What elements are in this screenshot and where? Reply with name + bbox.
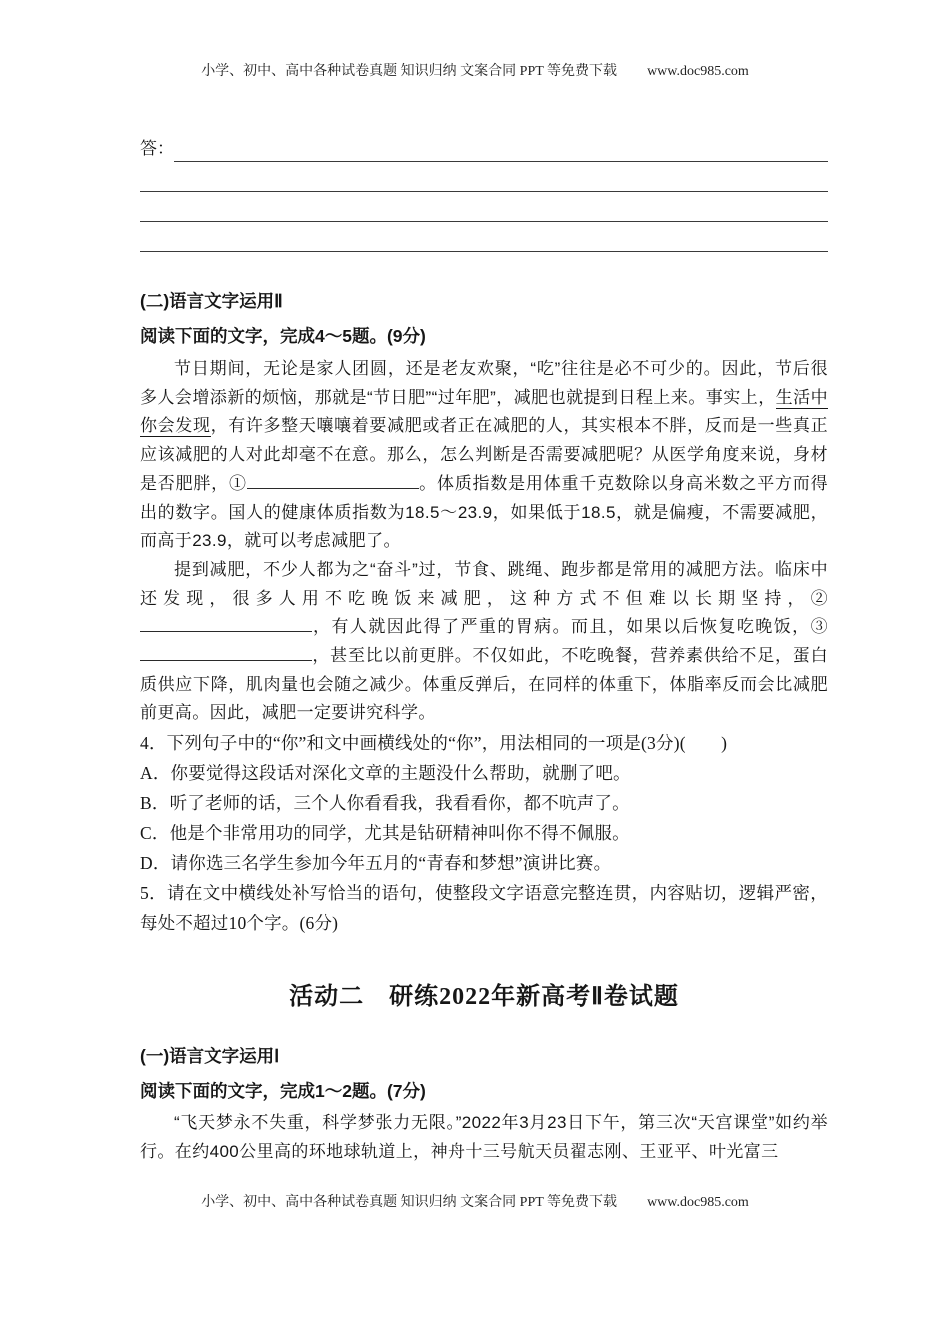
question-4-option-d: D．请你选三名学生参加今年五月的“青春和梦想”演讲比赛。 (140, 853, 612, 874)
section-ii-instruction: 阅读下面的文字，完成4～5题。(9分) (140, 326, 426, 346)
passage-paragraph-1 (140, 355, 828, 556)
answer-block (140, 134, 828, 162)
section-ii-heading: (二)语言文字运用Ⅱ (140, 291, 283, 311)
answer-line-1 (174, 135, 828, 162)
question-4-option-c: C．他是个非常用功的同学，尤其是钻研精神叫你不得不佩服。 (140, 823, 630, 844)
header-text: 小学、初中、高中各种试卷真题 知识归纳 文案合同 PPT 等免费下载 (201, 64, 618, 79)
footer-text: 小学、初中、高中各种试卷真题 知识归纳 文案合同 PPT 等免费下载 (201, 1195, 618, 1210)
answer-label: 答： (140, 139, 174, 158)
para1-text-3: 。体质指数是用体重千克数除以身高米数之平方而得出的数字。国人的健康体质指数为18.5～23.9，如果低于18.5，就是偏瘦，不需要减肥，而高于23.9，就可以考虑减肥了。 (140, 473, 828, 551)
footer-url: www.doc985.com (647, 1195, 749, 1210)
para1-underlined-phrase: 生活中你会发现 (140, 387, 828, 436)
question-4-option-b: B．听了老师的话，三个人你看看我，我看看你，都不吭声了。 (140, 793, 630, 814)
page-footer (0, 1191, 950, 1211)
para2-text-2: ，有人就因此得了严重的胃病。而且，如果以后恢复吃晚饭，③ (312, 617, 828, 637)
para2-text-3: ，甚至比以前更胖。不仅如此，不吃晚餐，营养素供给不足，蛋白质供应下降，肌肉量也会随之减少。体重反弹后，在同样的体重下，体脂率反而会比减肥前更高。因此，减肥一定要讲究科学。 (140, 646, 828, 723)
question-5-stem: 5．请在文中横线处补写恰当的语句，使整段文字语意完整连贯，内容贴切，逻辑严密，每处不超过10个字。(6分) (140, 883, 828, 934)
header-url: www.doc985.com (647, 64, 749, 79)
answer-line-2 (140, 162, 828, 192)
answer-line-4 (140, 222, 828, 252)
fill-in-blank-2 (140, 617, 312, 632)
question-4-option-a: A．你要觉得这段话对深化文章的主题没什么帮助，就删了吧。 (140, 763, 631, 784)
section-i-instruction: 阅读下面的文字，完成1～2题。(7分) (140, 1081, 426, 1102)
fill-in-blank-3 (140, 646, 312, 661)
passage-space-station: “飞天梦永不失重，科学梦张力无限。”2022年3月23日下午，第三次“天宫课堂”如约举行。在约400公里高的环地球轨道上，神舟十三号航天员翟志刚、王亚平、叶光富三 (140, 1113, 828, 1161)
para1-text-2: ，有许多整天嚷嚷着要减肥或者正在减肥的人，其实根本不胖，反而是一些真正应该减肥的人对此却毫不在意。那么，怎么判断是否需要减肥呢？从医学角度来说，身材是否肥胖，① (140, 416, 828, 493)
page-body (140, 134, 828, 1167)
fill-in-blank-1 (247, 473, 419, 488)
section-i-heading: (一)语言文字运用Ⅰ (140, 1046, 280, 1067)
para2-text-1: 提到减肥，不少人都为之“奋斗”过，节食、跳绳、跑步都是常用的减肥方法。临床中还发现，很多人用不吃晚饭来减肥，这种方式不但难以长期坚持，② (140, 559, 828, 608)
page-header (0, 60, 950, 80)
para1-text-1: 节日期间，无论是家人团圆，还是老友欢聚，“吃”往往是必不可少的。因此，节后很多人会增添新的烦恼，那就是“节日肥”“过年肥”，减肥也就提到日程上来。事实上， (140, 359, 828, 407)
passage-paragraph-2 (140, 556, 828, 728)
answer-line-3 (140, 192, 828, 222)
activity-two-heading: 活动二 研练2022年新高考Ⅱ卷试题 (289, 984, 679, 1011)
question-4-stem: 4．下列句子中的“你”和文中画横线处的“你”，用法相同的一项是(3分)( ) (140, 733, 728, 754)
